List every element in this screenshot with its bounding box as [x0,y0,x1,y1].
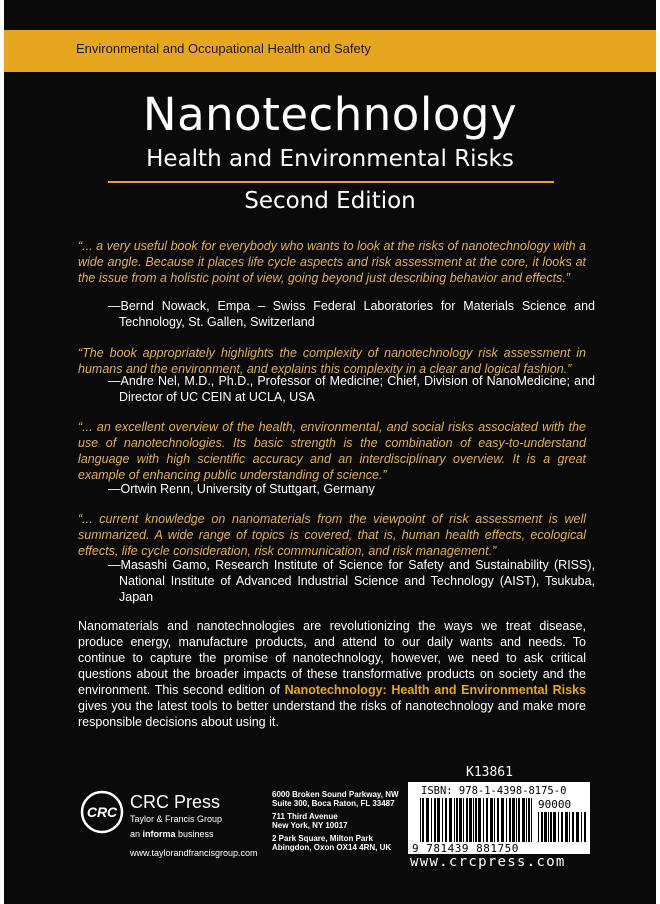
barcode-addon [538,812,586,842]
book-subtitle: Health and Environmental Risks [146,146,514,172]
address-line: 6000 Broken Sound Parkway, NW [272,790,399,799]
publisher-group: Taylor & Francis Group [130,814,223,824]
series-name: Environmental and Occupational Health and Safety [76,41,371,56]
crc-logo-icon [80,790,124,834]
address-line: Abingdon, Oxon OX14 4RN, UK [272,843,392,852]
publisher-website: www.crcpress.com [410,854,566,870]
review-quote-1: “... a very useful book for everybody who wants to look at the risks of nanotechnology with a wide angle. Because it places life cycle aspects and risk assessment at the core, it looks at the issue from a holistic point of view, going beyond just describing behavior and effects.” [78,239,586,285]
review-attribution-3: —Ortwin Renn, University of Stuttgart, Germany [108,482,375,496]
address-abingdon [272,834,391,852]
book-title: Nanotechnology [142,88,518,141]
informa-prefix: an [130,829,143,839]
isbn-number: ISBN: 978-1-4398-8175-0 [421,785,567,797]
publisher-name: CRC Press [130,792,221,812]
address-line: 2 Park Square, Milton Park [272,834,373,843]
review-attribution-4: —Masashi Gamo, Research Institute of Science for Safety and Sustainability (RISS), National Institute of Advanced Industrial Science and Technology (AIST), Tsukuba, Japan [108,558,595,604]
book-edition: Second Edition [244,188,416,214]
address-line: New York, NY 10017 [272,821,348,830]
price-code: 90000 [538,798,572,811]
review-attribution-2: —Andre Nel, M.D., Ph.D., Professor of Medicine; Chief, Division of NanoMedicine; and Director of UC CEIN at UCLA, USA [108,374,595,404]
address-line: 711 Third Avenue [272,812,338,821]
review-attribution-1: —Bernd Nowack, Empa – Swiss Federal Laboratories for Materials Science and Technology, St. Gallen, Switzerland [108,299,595,329]
barcode-main [420,798,532,842]
title-rule [108,181,554,183]
address-boca-raton [272,790,399,808]
informa-suffix: business [175,829,214,839]
review-quote-3: “... an excellent overview of the health, environmental, and social risks associated with the use of nanotechnologies. Its basic strength is the combination of easy-to-understand language with high scientific accuracy and an interdisciplinary overview. It is a great example of enhancing public understanding of science.” [78,420,586,482]
informa-brand: informa [142,829,176,839]
review-quote-4: “... current knowledge on nanomaterials from the viewpoint of risk assessment is well summarized. A wide range of topics is covered, that is, human health effects, ecological effects, life cycle consideration, risk communication, and risk management.” [78,512,586,558]
address-new-york [272,812,348,830]
address-line: Suite 300, Boca Raton, FL 33487 [272,799,395,808]
crc-logo-text: CRC [86,804,118,820]
book-description [78,618,586,730]
review-quote-2: “The book appropriately highlights the complexity of nanotechnology risk assessment in humans and the environment, and explains this complexity in a clear and logical fashion.” [78,346,586,376]
description-text-start: Nanomaterials and nanotechnologies are revolutionizing the ways we treat disease, produce energy, manufacture products, and attend to our daily wants and needs. To continue to capture the promise of nanotechnology, however, we need to ask critical questions about the broader impacts of these transformative products on society and the environment. This second edition of [78,619,586,697]
description-book-title: Nanotechnology: Health and Environmental Risks [284,683,586,697]
catalog-code: K13861 [466,765,513,780]
barcode-digits: 9 781439 881750 [412,842,519,855]
description-text-end: gives you the latest tools to better understand the risks of nanotechnology and make more responsible decisions about using it. [78,699,586,729]
publisher-url: www.taylorandfrancisgroup.com [130,848,258,858]
publisher-informa [130,829,214,839]
